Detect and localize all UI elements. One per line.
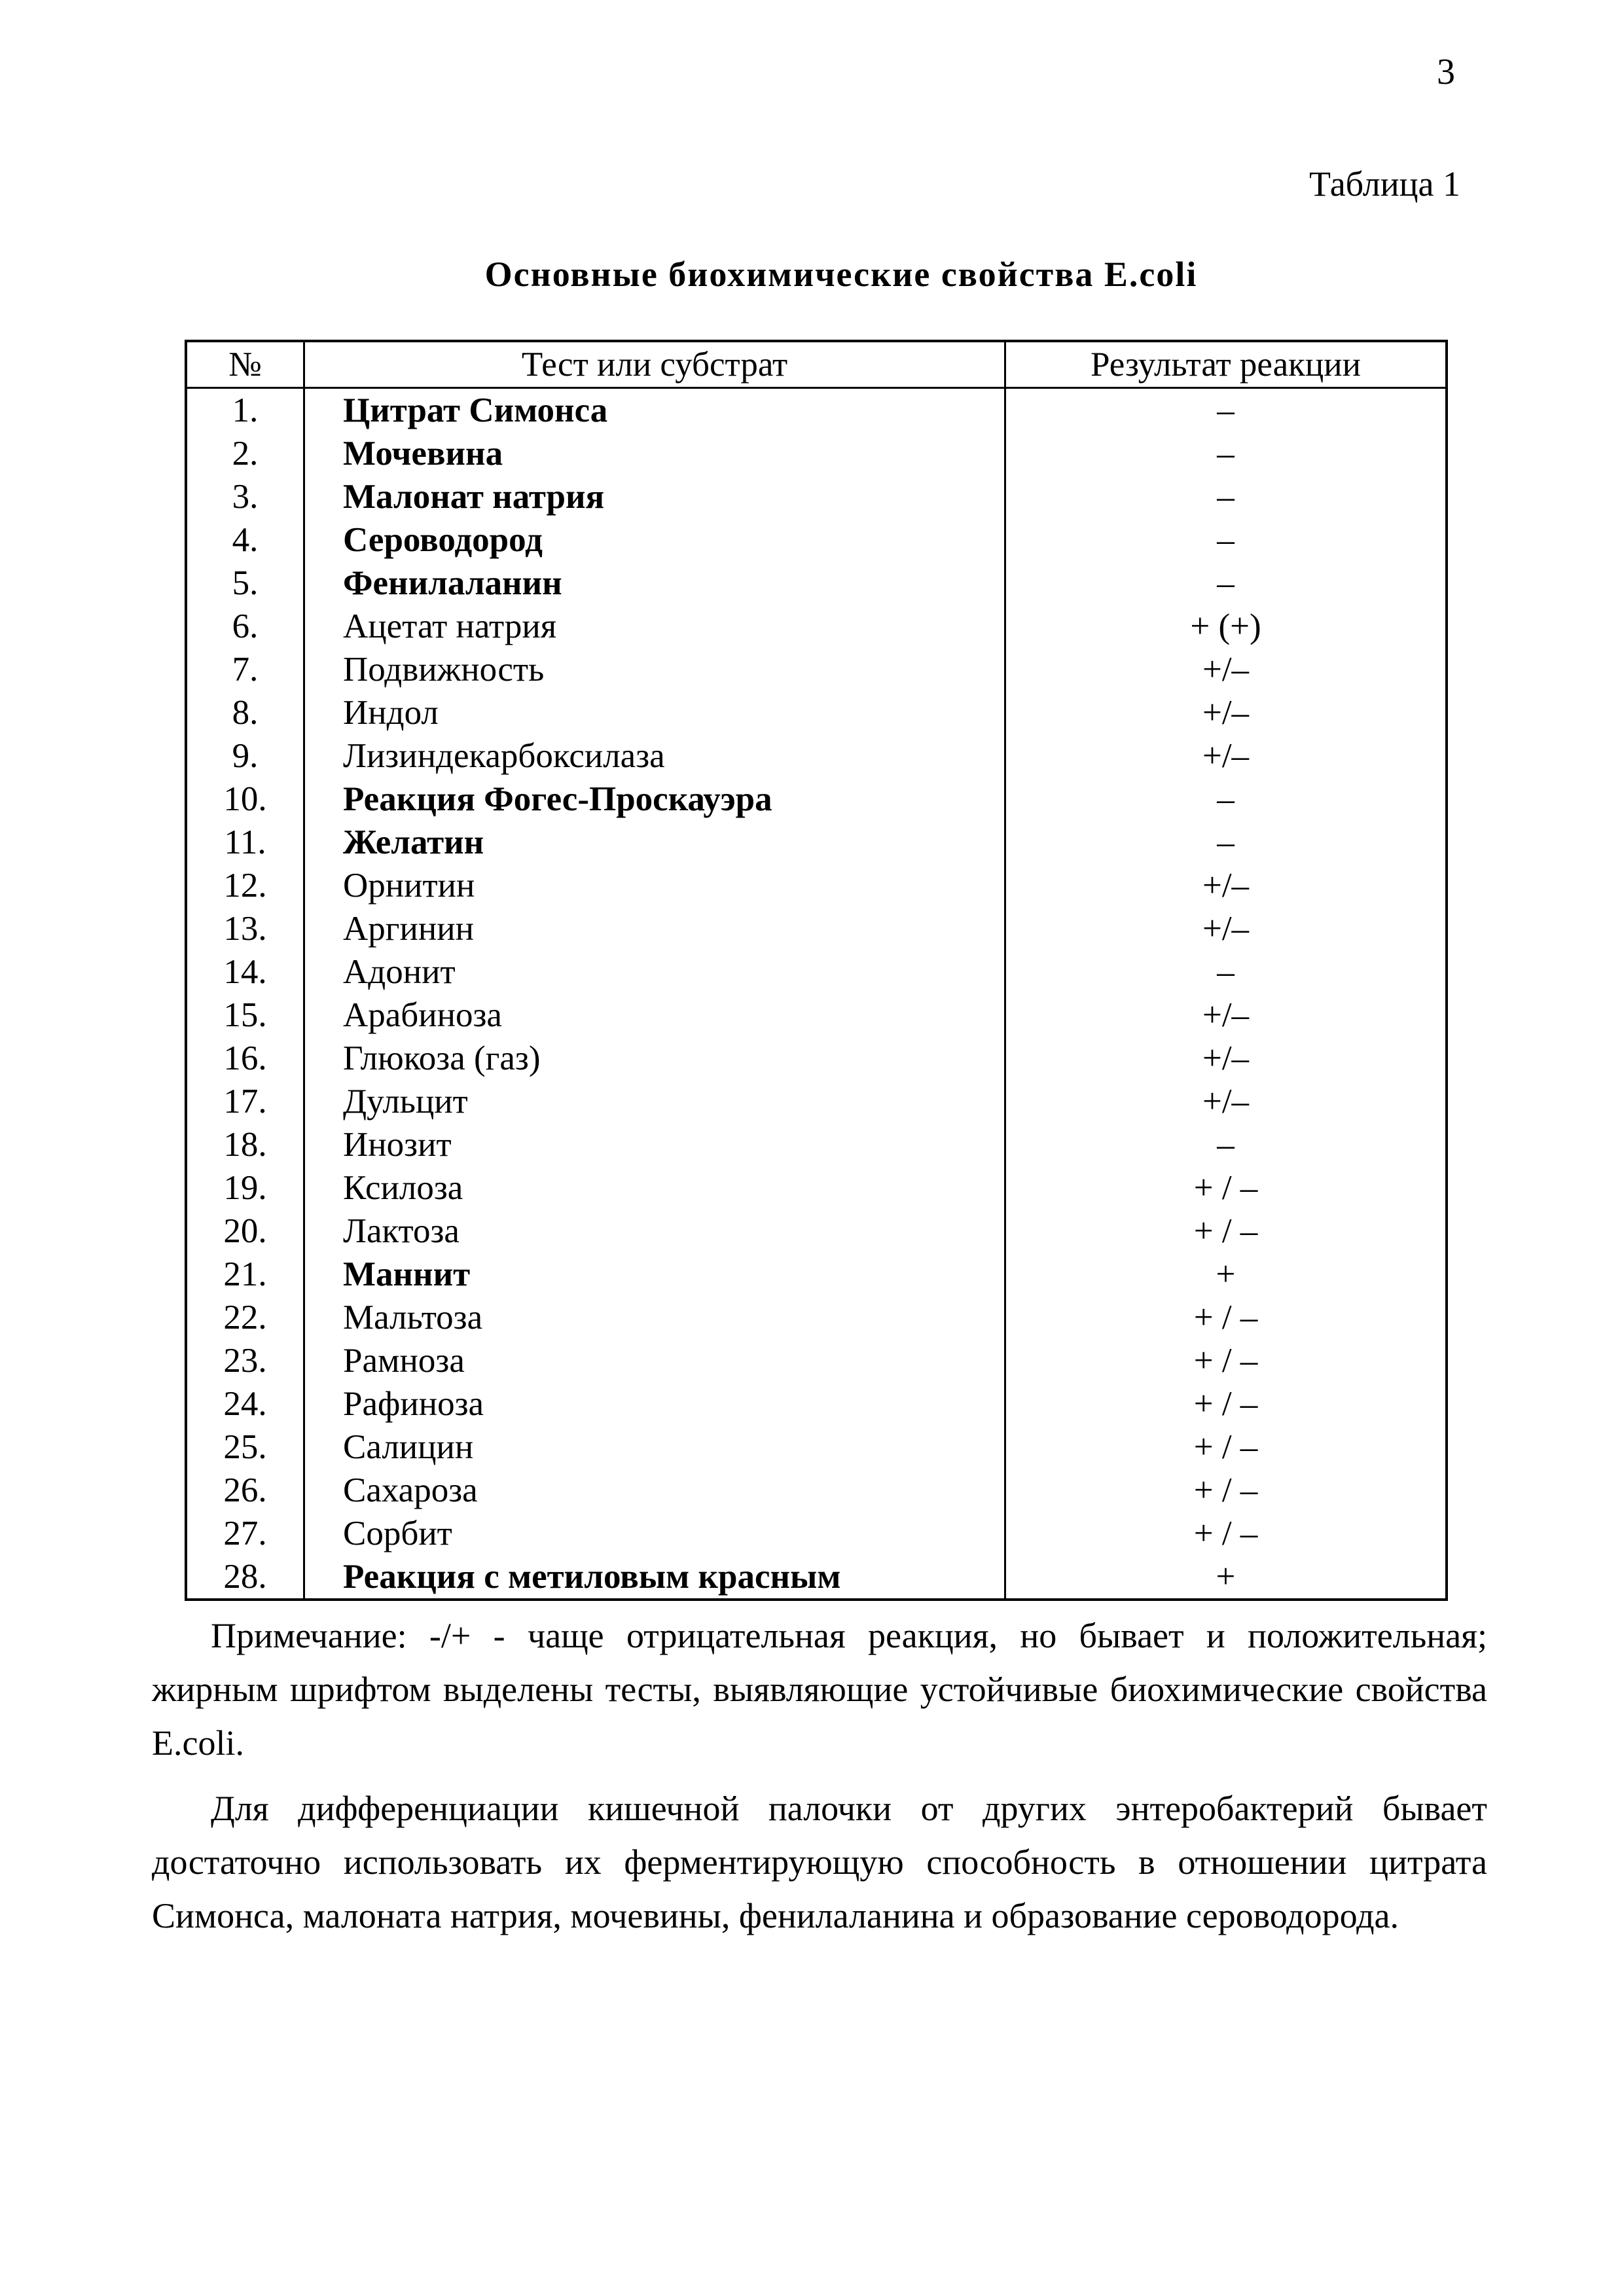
table-row (186, 432, 1447, 475)
row-test: Рамноза (304, 1339, 1005, 1382)
table-row (186, 1382, 1447, 1426)
biochemical-properties-table (185, 340, 1448, 1601)
table-row (186, 778, 1447, 821)
row-test: Мальтоза (304, 1296, 1005, 1339)
row-result: – (1005, 950, 1447, 994)
row-test: Ксилоза (304, 1166, 1005, 1210)
table-row (186, 518, 1447, 562)
row-number: 16. (186, 1037, 304, 1080)
row-number: 4. (186, 518, 304, 562)
row-number: 3. (186, 475, 304, 518)
header-test: Тест или субстрат (304, 341, 1005, 388)
header-number: № (186, 341, 304, 388)
row-test: Малонат натрия (304, 475, 1005, 518)
row-test: Мочевина (304, 432, 1005, 475)
table-row (186, 1037, 1447, 1080)
row-test: Лактоза (304, 1210, 1005, 1253)
row-result: – (1005, 475, 1447, 518)
row-test: Фенилаланин (304, 562, 1005, 605)
header-result: Результат реакции (1005, 341, 1447, 388)
row-result: – (1005, 432, 1447, 475)
table-row (186, 475, 1447, 518)
row-number: 24. (186, 1382, 304, 1426)
row-test: Рафиноза (304, 1382, 1005, 1426)
row-test: Орнитин (304, 864, 1005, 907)
row-result: +/– (1005, 907, 1447, 950)
table-row (186, 1469, 1447, 1512)
table-title: Основные биохимические свойства E.coli (484, 255, 1198, 294)
row-result: +/– (1005, 1080, 1447, 1123)
row-test: Реакция Фогес-Проскауэра (304, 778, 1005, 821)
table-note: Примечание: -/+ - чаще отрицательная реакция, но бывает и положительная; жирным шрифтом выделены тесты, выявляющие устойчивые биохимические свойства E.coli. (152, 1616, 1487, 1763)
table-row (186, 691, 1447, 734)
row-result: +/– (1005, 1037, 1447, 1080)
row-test: Аргинин (304, 907, 1005, 950)
table-row (186, 1210, 1447, 1253)
row-result: +/– (1005, 864, 1447, 907)
row-test: Сахароза (304, 1469, 1005, 1512)
table-row (186, 605, 1447, 648)
row-result: + (+) (1005, 605, 1447, 648)
row-result: – (1005, 562, 1447, 605)
row-result: – (1005, 1123, 1447, 1166)
row-test: Подвижность (304, 648, 1005, 691)
row-number: 26. (186, 1469, 304, 1512)
row-test: Глюкоза (газ) (304, 1037, 1005, 1080)
row-number: 15. (186, 994, 304, 1037)
row-number: 7. (186, 648, 304, 691)
row-number: 5. (186, 562, 304, 605)
row-test: Инозит (304, 1123, 1005, 1166)
table-row (186, 1296, 1447, 1339)
table-row (186, 950, 1447, 994)
row-test: Желатин (304, 821, 1005, 864)
row-result: +/– (1005, 994, 1447, 1037)
table-row (186, 1426, 1447, 1469)
row-test: Дульцит (304, 1080, 1005, 1123)
row-result: +/– (1005, 734, 1447, 778)
row-test: Сорбит (304, 1512, 1005, 1555)
row-result: + / – (1005, 1382, 1447, 1426)
table-row (186, 1166, 1447, 1210)
row-number: 10. (186, 778, 304, 821)
table-row (186, 1080, 1447, 1123)
row-number: 6. (186, 605, 304, 648)
row-test: Цитрат Симонса (304, 388, 1005, 433)
page-number: 3 (1437, 52, 1455, 92)
row-test: Адонит (304, 950, 1005, 994)
row-result: + / – (1005, 1469, 1447, 1512)
table-row (186, 1555, 1447, 1600)
row-result: + / – (1005, 1512, 1447, 1555)
row-test: Индол (304, 691, 1005, 734)
table-row (186, 648, 1447, 691)
table-header-row (186, 341, 1447, 388)
row-number: 17. (186, 1080, 304, 1123)
row-result: +/– (1005, 648, 1447, 691)
table-label: Таблица 1 (1309, 164, 1460, 204)
row-test: Салицин (304, 1426, 1005, 1469)
row-number: 11. (186, 821, 304, 864)
row-number: 20. (186, 1210, 304, 1253)
row-result: + / – (1005, 1296, 1447, 1339)
row-test: Сероводород (304, 518, 1005, 562)
table-row (186, 388, 1447, 433)
table-row (186, 1512, 1447, 1555)
table-row (186, 562, 1447, 605)
row-result: + (1005, 1555, 1447, 1600)
row-result: + / – (1005, 1339, 1447, 1382)
row-result: – (1005, 821, 1447, 864)
row-number: 22. (186, 1296, 304, 1339)
table-row (186, 734, 1447, 778)
table-row (186, 1123, 1447, 1166)
row-number: 21. (186, 1253, 304, 1296)
row-result: – (1005, 778, 1447, 821)
row-number: 18. (186, 1123, 304, 1166)
row-number: 23. (186, 1339, 304, 1382)
row-number: 8. (186, 691, 304, 734)
table-row (186, 1339, 1447, 1382)
row-number: 13. (186, 907, 304, 950)
table-row (186, 994, 1447, 1037)
row-test: Лизиндекарбоксилаза (304, 734, 1005, 778)
row-number: 12. (186, 864, 304, 907)
row-number: 2. (186, 432, 304, 475)
row-result: + / – (1005, 1426, 1447, 1469)
row-number: 1. (186, 388, 304, 433)
table-row (186, 864, 1447, 907)
row-number: 19. (186, 1166, 304, 1210)
row-number: 25. (186, 1426, 304, 1469)
row-test: Ацетат натрия (304, 605, 1005, 648)
row-test: Арабиноза (304, 994, 1005, 1037)
table-row (186, 821, 1447, 864)
table-row (186, 907, 1447, 950)
row-test: Маннит (304, 1253, 1005, 1296)
row-result: + (1005, 1253, 1447, 1296)
row-result: +/– (1005, 691, 1447, 734)
row-result: + / – (1005, 1210, 1447, 1253)
row-result: – (1005, 388, 1447, 433)
row-result: – (1005, 518, 1447, 562)
row-number: 27. (186, 1512, 304, 1555)
row-test: Реакция с метиловым красным (304, 1555, 1005, 1600)
row-number: 9. (186, 734, 304, 778)
row-number: 14. (186, 950, 304, 994)
row-result: + / – (1005, 1166, 1447, 1210)
table-row (186, 1253, 1447, 1296)
row-number: 28. (186, 1555, 304, 1600)
body-paragraph: Для дифференциации кишечной палочки от других энтеробактерий бывает достаточно использовать их ферментирующую способность в отношении цитрата Симонса, малоната натрия, мочевины, фенилаланина и образование сероводорода. (152, 1789, 1487, 1935)
